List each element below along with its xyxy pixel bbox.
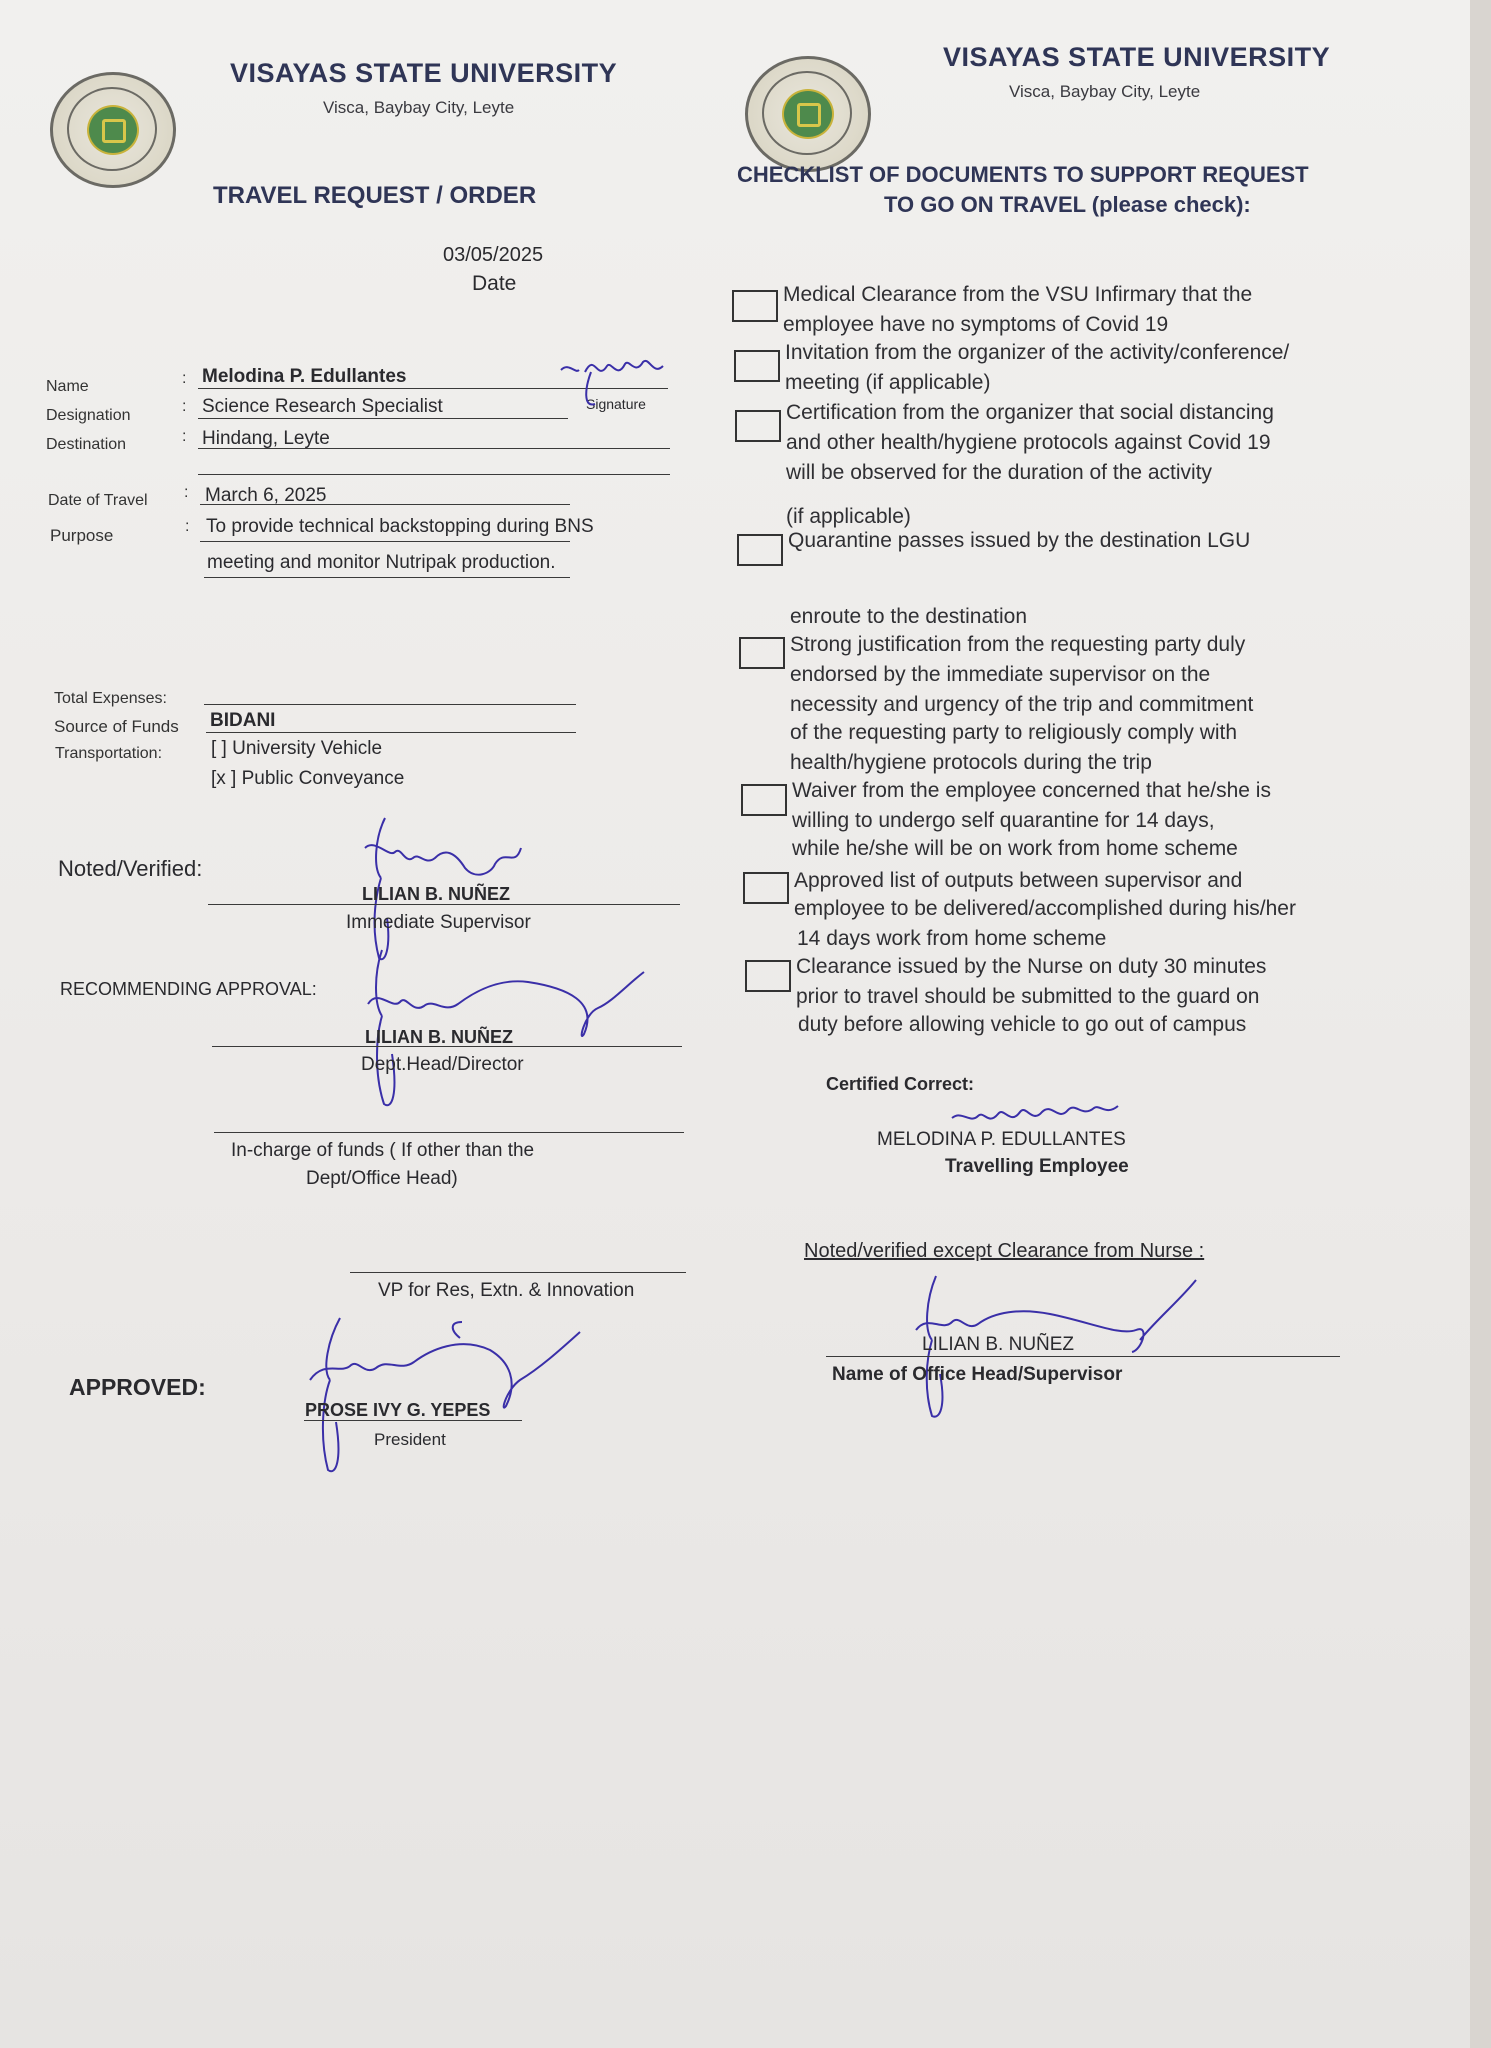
- source-of-funds-underline: [206, 732, 576, 733]
- transportation-label: Transportation:: [55, 745, 163, 762]
- right-university-name: VISAYAS STATE UNIVERSITY: [943, 42, 1331, 72]
- checklist-item-3-line4: (if applicable): [786, 505, 911, 528]
- supervisor-name: LILIAN B. NUÑEZ: [362, 884, 510, 904]
- checklist-item-5-line4: of the requesting party to religiously comply with: [790, 721, 1238, 744]
- checklist-item-2-line1: Invitation from the organizer of the activity/conference/: [785, 341, 1290, 364]
- checklist-item-8-line1: Clearance issued by the Nurse on duty 30 minutes: [796, 955, 1267, 978]
- checklist-item-3-line1: Certification from the organizer that social distancing: [786, 401, 1274, 424]
- checkbox-quarantine-passes[interactable]: [737, 534, 783, 566]
- checklist-item-5-line1: Strong justification from the requesting party duly: [790, 633, 1246, 656]
- destination-label: Destination: [46, 436, 127, 453]
- purpose-underline-1: [200, 541, 570, 542]
- designation-colon: :: [182, 398, 187, 415]
- purpose-colon: :: [185, 518, 190, 535]
- destination-underline: [198, 448, 670, 449]
- checklist-item-7-line1: Approved list of outputs between supervisor and: [794, 869, 1243, 892]
- left-university-name: VISAYAS STATE UNIVERSITY: [230, 58, 618, 88]
- funds-incharge-title-line2: Dept/Office Head): [306, 1168, 458, 1189]
- date-of-travel-underline: [200, 504, 570, 505]
- designation-value: Science Research Specialist: [202, 396, 443, 417]
- dept-head-signature-line: [212, 1046, 682, 1047]
- vp-title: VP for Res, Extn. & Innovation: [378, 1280, 635, 1301]
- certified-correct-label: Certified Correct:: [826, 1074, 975, 1094]
- date-of-travel-value: March 6, 2025: [205, 485, 327, 506]
- checklist-item-1-line2: employee have no symptoms of Covid 19: [783, 313, 1169, 336]
- checklist-item-5-line2: endorsed by the immediate supervisor on the: [790, 663, 1211, 686]
- checklist-item-7-line2: employee to be delivered/accomplished during his/her: [794, 897, 1296, 920]
- purpose-underline-2: [204, 577, 570, 578]
- checklist-item-4-line1: Quarantine passes issued by the destination LGU: [788, 529, 1251, 552]
- noted-except-nurse-label: Noted/verified except Clearance from Nurse :: [804, 1240, 1205, 1262]
- checklist-title-line2: TO GO ON TRAVEL (please check):: [884, 192, 1251, 217]
- checklist-item-2-line2: meeting (if applicable): [785, 371, 991, 394]
- purpose-value-line1: To provide technical backstopping during BNS: [206, 516, 594, 537]
- destination-colon: :: [182, 428, 187, 445]
- date-of-travel-colon: :: [184, 484, 189, 501]
- checklist-item-6-line3: while he/she will be on work from home scheme: [792, 837, 1238, 860]
- checklist-item-5-line3: necessity and urgency of the trip and commitment: [790, 693, 1254, 716]
- total-expenses-underline: [204, 704, 576, 705]
- transport-university-vehicle: [ ] University Vehicle: [211, 738, 383, 759]
- total-expenses-label: Total Expenses:: [54, 690, 167, 707]
- checklist-item-4-line3: enroute to the destination: [790, 605, 1028, 628]
- source-of-funds-value: BIDANI: [210, 710, 276, 731]
- designation-label: Designation: [46, 407, 131, 424]
- university-seal-left: [50, 72, 176, 188]
- checklist-item-1-line1: Medical Clearance from the VSU Infirmary that the: [783, 283, 1253, 306]
- left-university-address: Visca, Baybay City, Leyte: [323, 98, 515, 117]
- president-name: PROSE IVY G. YEPES: [305, 1400, 491, 1420]
- employee-name: MELODINA P. EDULLANTES: [877, 1129, 1126, 1150]
- office-head-name: LILIAN B. NUÑEZ: [922, 1334, 1075, 1355]
- employee-title: Travelling Employee: [945, 1156, 1129, 1177]
- purpose-label: Purpose: [50, 526, 114, 545]
- office-head-title: Name of Office Head/Supervisor: [832, 1364, 1123, 1385]
- checkbox-certification[interactable]: [735, 410, 781, 442]
- president-title: President: [374, 1430, 446, 1449]
- request-date-label: Date: [472, 272, 517, 295]
- checklist-item-8-line2: prior to travel should be submitted to the guard on: [796, 985, 1260, 1008]
- destination-underline-2: [198, 474, 670, 475]
- checkbox-strong-justification[interactable]: [739, 637, 785, 669]
- checklist-item-3-line3: will be observed for the duration of the activity: [786, 461, 1213, 484]
- recommending-approval-label: RECOMMENDING APPROVAL:: [60, 979, 317, 999]
- checklist-item-8-line3: duty before allowing vehicle to go out of campus: [798, 1013, 1247, 1036]
- checklist-item-6-line1: Waiver from the employee concerned that he/she is: [792, 779, 1271, 802]
- checklist-item-5-line5: health/hygiene protocols during the trip: [790, 751, 1152, 774]
- travel-request-title: TRAVEL REQUEST / ORDER: [213, 182, 537, 209]
- purpose-value-line2: meeting and monitor Nutripak production.: [207, 552, 556, 573]
- supervisor-signature-line: [208, 904, 680, 905]
- source-of-funds-label: Source of Funds: [54, 717, 179, 736]
- office-head-signature-line: [826, 1356, 1340, 1357]
- name-colon: :: [182, 370, 187, 387]
- checklist-item-3-line2: and other health/hygiene protocols against Covid 19: [786, 431, 1271, 454]
- checklist-item-6-line2: willing to undergo self quarantine for 14 days,: [792, 809, 1215, 832]
- noted-verified-label: Noted/Verified:: [58, 856, 203, 881]
- funds-incharge-signature-line: [214, 1132, 684, 1133]
- president-signature-line: [304, 1420, 522, 1421]
- employee-signature-top: [555, 352, 675, 412]
- checkbox-nurse-clearance[interactable]: [745, 960, 791, 992]
- president-signature: [300, 1310, 590, 1480]
- signature-label: Signature: [586, 396, 646, 412]
- checklist-item-7-line3: 14 days work from home scheme: [797, 927, 1107, 950]
- name-label: Name: [46, 378, 89, 395]
- checkbox-waiver[interactable]: [741, 784, 787, 816]
- right-university-address: Visca, Baybay City, Leyte: [1009, 82, 1201, 101]
- transport-public-conveyance: [x ] Public Conveyance: [211, 768, 405, 789]
- dept-head-title: Dept.Head/Director: [361, 1054, 524, 1075]
- university-seal-right: [745, 56, 871, 172]
- approved-label: APPROVED:: [69, 1374, 206, 1400]
- funds-incharge-title-line1: In-charge of funds ( If other than the: [231, 1140, 535, 1161]
- vp-signature-line: [350, 1272, 686, 1273]
- checkbox-invitation[interactable]: [734, 350, 780, 382]
- date-of-travel-label: Date of Travel: [48, 492, 148, 509]
- checklist-title-line1: CHECKLIST OF DOCUMENTS TO SUPPORT REQUEST: [737, 162, 1309, 187]
- designation-underline: [198, 418, 568, 419]
- supervisor-title: Immediate Supervisor: [346, 912, 531, 933]
- name-value: Melodina P. Edullantes: [202, 366, 407, 387]
- checkbox-medical-clearance[interactable]: [732, 290, 778, 322]
- dept-head-name: LILIAN B. NUÑEZ: [365, 1027, 513, 1047]
- request-date-value: 03/05/2025: [443, 244, 544, 266]
- checkbox-approved-outputs[interactable]: [743, 872, 789, 904]
- destination-value: Hindang, Leyte: [202, 428, 330, 449]
